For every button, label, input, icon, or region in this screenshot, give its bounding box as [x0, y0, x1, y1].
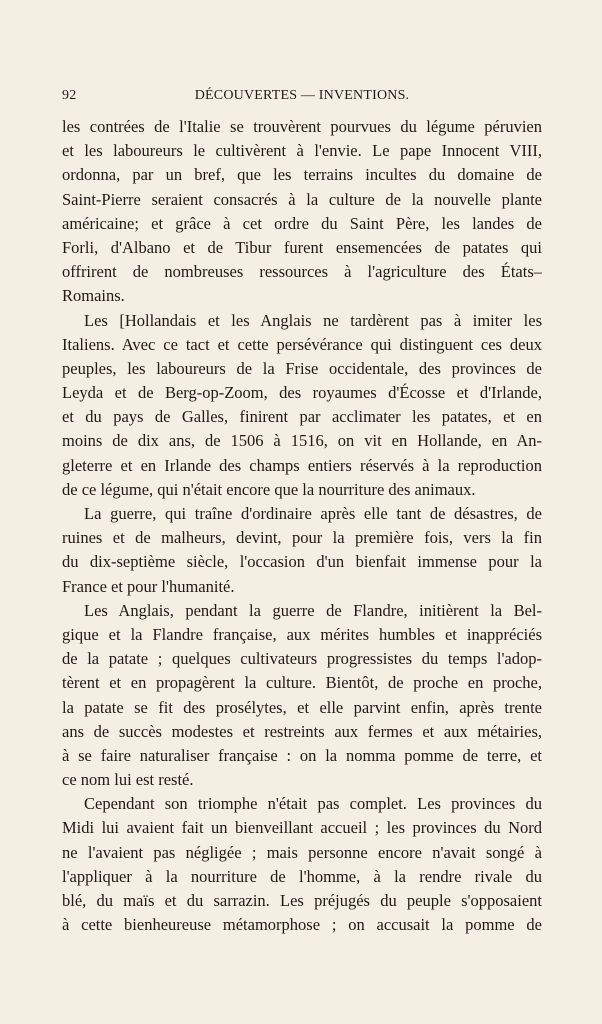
text-line: Forli, d'Albano et de Tibur furent ensemencées de patates qui — [62, 237, 542, 257]
text-line: Italiens. Avec ce tact et cette persévérance qui distinguent ces deux — [62, 334, 542, 354]
text-line: tèrent et en propagèrent la culture. Bientôt, de proche en proche, — [62, 673, 542, 693]
text-line: France et pour l'humanité. — [62, 576, 235, 596]
text-line: moins de dix ans, de 1506 à 1516, on vit en Hollande, en An- — [62, 431, 542, 451]
text-line: blé, du maïs et du sarrazin. Les préjugés du peuple s'opposaient — [62, 891, 542, 910]
text-line: et les laboureurs le cultivèrent à l'envie. Le pape Innocent VIII, — [62, 141, 542, 161]
text-line: ruines et de malheurs, devint, pour la première fois, vers la fin — [62, 528, 542, 548]
text-line: La guerre, qui traîne d'ordinaire après elle tant de désastres, de — [84, 504, 542, 523]
text-line: ne l'avaient pas négligée ; mais personne encore n'avait songé à — [62, 842, 542, 862]
text-line: les contrées de l'Italie se trouvèrent pourvues du légume péruvien — [62, 117, 542, 136]
text-line: et du pays de Galles, finirent par acclimater les patates, et en — [62, 407, 542, 427]
text-line: ordonna, par un bref, que les terrains incultes du domaine de — [62, 165, 542, 185]
text-line: la patate se fit des prosélytes, et elle parvint enfin, après trente — [62, 697, 542, 717]
text-line: peuples, les laboureurs de la Frise occidentale, des provinces de — [62, 358, 542, 378]
running-title: DÉCOUVERTES — INVENTIONS. — [194, 88, 410, 103]
text-line: de ce légume, qui n'était encore que la nourriture des animaux. — [62, 479, 476, 499]
text-line: de la patate ; quelques cultivateurs progressistes du temps l'adop- — [62, 649, 542, 669]
text-line: Romains. — [62, 286, 125, 306]
text-line: Saint-Pierre seraient consacrés à la culture de la nouvelle plante — [62, 189, 542, 209]
text-line: à se faire naturaliser française : on la nomma pomme de terre, et — [62, 745, 542, 765]
text-line: Cependant son triomphe n'était pas complet. Les provinces du — [84, 794, 542, 814]
text-line: gique et la Flandre française, aux mérites humbles et inappréciés — [62, 624, 542, 644]
text-line: à cette bienheureuse métamorphose ; on accusait la pomme de — [62, 915, 542, 935]
text-line: Midi lui avaient fait un bienveillant accueil ; les provinces du Nord — [62, 818, 542, 838]
text-line: Les Anglais, pendant la guerre de Flandre, initièrent la Bel- — [84, 600, 542, 620]
text-line: l'appliquer à la nourriture de l'homme, à la rendre rivale du — [62, 866, 542, 886]
text-line: ans de succès modestes et restreints aux fermes et aux métairies, — [62, 721, 542, 741]
page-header — [62, 88, 542, 110]
text-line: du dix-septième siècle, l'occasion d'un bienfait immense pour la — [62, 552, 542, 572]
body-text — [62, 115, 542, 937]
text-line: offrirent de nombreuses ressources à l'agriculture des États– — [62, 262, 542, 282]
text-line: ce nom lui est resté. — [62, 770, 194, 790]
text-line: américaine; et grâce à cet ordre du Saint Père, les landes de — [62, 213, 542, 233]
text-line: Leyda et de Berg-op-Zoom, des royaumes d'Écosse et d'Irlande, — [62, 383, 542, 403]
page-number: 92 — [62, 88, 77, 103]
text-line: gleterre et en Irlande des champs entiers réservés à la reproduction — [62, 455, 542, 475]
text-line: Les [Hollandais et les Anglais ne tardèrent pas à imiter les — [84, 310, 542, 330]
